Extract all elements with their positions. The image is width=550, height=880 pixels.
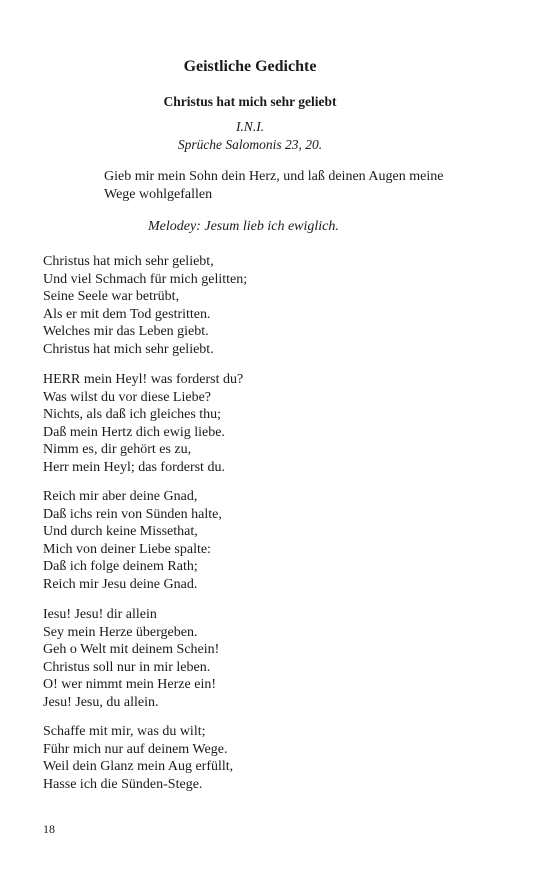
verse-line: Hasse ich die Sünden-Stege. bbox=[43, 776, 203, 792]
verse-line: Führ mich nur auf deinem Wege. bbox=[43, 741, 228, 757]
stanza-1 bbox=[43, 253, 503, 359]
page-number: 18 bbox=[43, 822, 55, 836]
stanza-5 bbox=[43, 723, 503, 793]
verse-line: Daß ichs rein von Sünden halte, bbox=[43, 506, 222, 522]
verse-line: Als er mit dem Tod gestritten. bbox=[43, 306, 211, 322]
verse-line: Sey mein Herze übergeben. bbox=[43, 624, 198, 640]
verse-line: Weil dein Glanz mein Aug erfüllt, bbox=[43, 759, 234, 775]
epigraph-line: Sprüche Salomonis 23, 20. bbox=[177, 137, 323, 152]
stanza-4 bbox=[43, 606, 503, 712]
verse-line: Nimm es, dir gehört es zu, bbox=[43, 442, 192, 458]
verse-line: Welches mir das Leben giebt. bbox=[43, 324, 209, 340]
verse-line: Nichts, als daß ich gleiches thu; bbox=[43, 407, 222, 423]
verse-line: Herr mein Heyl; das forderst du. bbox=[43, 459, 225, 475]
verse-line: Daß ich folge deinem Rath; bbox=[43, 559, 198, 575]
stanza-3 bbox=[43, 488, 503, 594]
verse-line: O! wer nimmt mein Herze ein! bbox=[43, 677, 216, 693]
verse-line: Und durch keine Missethat, bbox=[43, 524, 198, 540]
verse-line: Was wilst du vor diese Liebe? bbox=[43, 389, 211, 405]
verse-line: Christus hat mich sehr geliebt. bbox=[43, 341, 214, 357]
book-title: Geistliche Gedichte bbox=[183, 58, 317, 75]
melody-line: Melodey: Jesum lieb ich ewiglich. bbox=[148, 219, 339, 234]
verse-line: Geh o Welt mit deinem Schein! bbox=[43, 642, 220, 658]
motto: Gieb mir mein Sohn dein Herz, und laß deinen Augen meine Wege wohlgefallen bbox=[104, 169, 444, 202]
verse-line: Christus hat mich sehr geliebt, bbox=[43, 254, 214, 269]
verse-line: Jesu! Jesu, du allein. bbox=[43, 694, 159, 710]
epigraph bbox=[0, 118, 500, 154]
verse-line: Seine Seele war betrübt, bbox=[43, 289, 180, 305]
verse-line: Reich mir Jesu deine Gnad. bbox=[43, 576, 198, 592]
verse-line: Schaffe mit mir, was du wilt; bbox=[43, 724, 206, 739]
verse-line: Reich mir aber deine Gnad, bbox=[43, 489, 198, 504]
verse-line: Christus soll nur in mir leben. bbox=[43, 659, 211, 675]
stanza-2 bbox=[43, 371, 503, 477]
verse-line: Und viel Schmach für mich gelitten; bbox=[43, 271, 248, 287]
poem-title: Christus hat mich sehr geliebt bbox=[163, 94, 337, 109]
verse-line: Mich von deiner Liebe spalte: bbox=[43, 541, 211, 557]
verse-line: Iesu! Jesu! dir allein bbox=[43, 607, 157, 622]
verse-line: HERR mein Heyl! was forderst du? bbox=[43, 372, 244, 387]
epigraph-line: I.N.I. bbox=[235, 119, 265, 134]
verse-line: Daß mein Hertz dich ewig liebe. bbox=[43, 424, 225, 440]
